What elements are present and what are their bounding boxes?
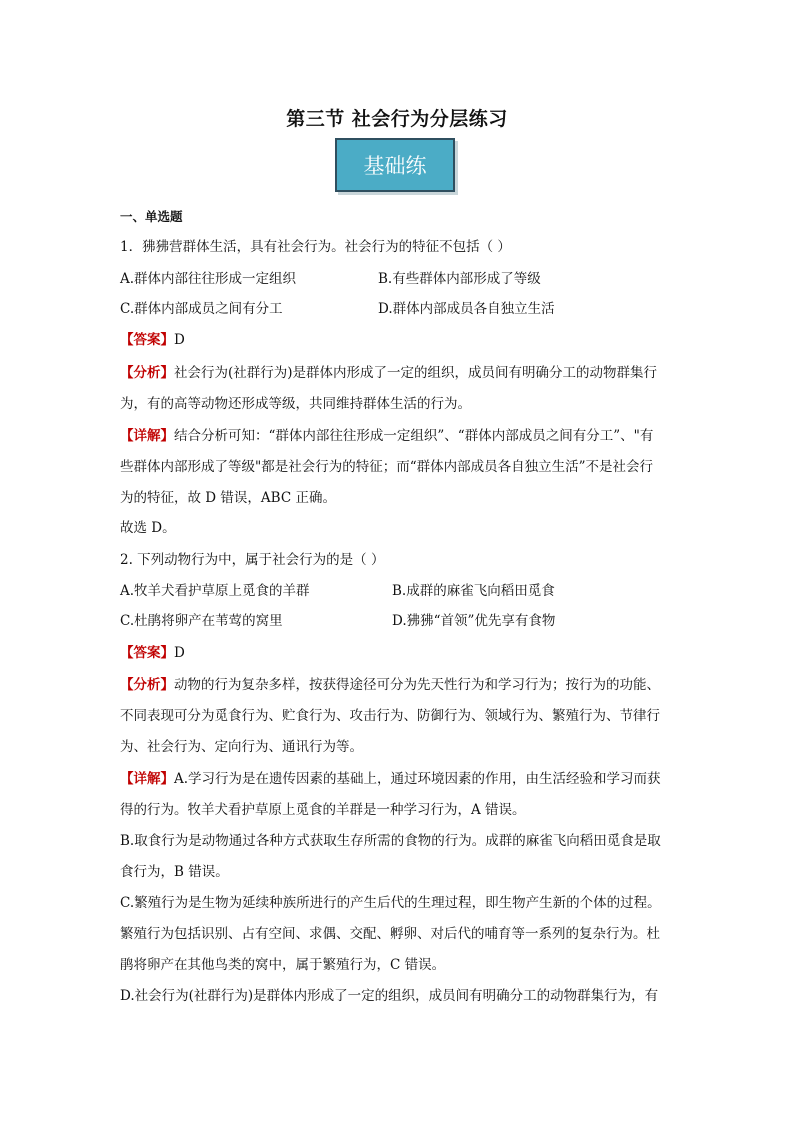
q2-option-c: C.杜鹃将卵产在苇莺的窝里 (120, 613, 283, 629)
q2-analysis-text-1: 动物的行为复杂多样，按获得途径可分为先天性行为和学习行为；按行为的功能、 (174, 677, 660, 693)
q1-option-b: B.有些群体内部形成了等级 (378, 271, 541, 287)
answer-tag: 【答案】 (120, 645, 174, 661)
q1-detail-line-3: 为的特征，故 D 错误，ABC 正确。 (120, 490, 336, 506)
page-title: 第三节 社会行为分层练习 (286, 108, 508, 130)
q1-analysis-text-1: 社会行为(社群行为)是群体内形成了一定的组织，成员间有明确分工的动物群集行 (174, 365, 658, 381)
q1-detail-line-2: 些群体内部形成了等级"都是社会行为的特征；而“群体内部成员各自独立生活”不是社会行 (120, 459, 654, 475)
q2-option-b: B.成群的麻雀飞向稻田觅食 (392, 583, 555, 599)
q1-answer (120, 331, 185, 349)
q2-detail-text-1: A.学习行为是在遗传因素的基础上，通过环境因素的作用，由生活经验和学习而获 (174, 771, 661, 787)
q1-option-a: A.群体内部往往形成一定组织 (120, 271, 297, 287)
answer-tag: 【答案】 (120, 332, 174, 348)
q2-detail-line-5: C.繁殖行为是生物为延续种族所进行的产生后代的生理过程，即生物产生新的个体的过程。 (120, 895, 661, 911)
q2-detail-line-2: 得的行为。牧羊犬看护草原上觅食的羊群是一种学习行为，A 错误。 (120, 802, 526, 818)
q2-detail-line-4: 食行为，B 错误。 (120, 864, 229, 880)
analysis-tag: 【分析】 (120, 677, 174, 693)
q2-option-a: A.牧羊犬看护草原上觅食的羊群 (120, 583, 310, 599)
q1-option-c: C.群体内部成员之间有分工 (120, 301, 283, 317)
q1-answer-value: D (174, 332, 185, 348)
q2-answer-value: D (174, 645, 185, 661)
level-badge: 基础练 (335, 138, 455, 192)
question-1-stem: 1．狒狒营群体生活，具有社会行为。社会行为的特征不包括（ ） (120, 239, 511, 255)
question-2-stem: 2. 下列动物行为中，属于社会行为的是（ ） (120, 552, 385, 568)
analysis-tag: 【分析】 (120, 365, 174, 381)
q1-conclusion: 故选 D。 (120, 520, 176, 536)
detail-tag: 【详解】 (120, 771, 174, 787)
q1-analysis-line-2: 为，有的高等动物还形成等级，共同维持群体生活的行为。 (120, 396, 471, 412)
q2-detail-line-6: 繁殖行为包括识别、占有空间、求偶、交配、孵卵、对后代的哺育等一系列的复杂行为。杜 (120, 926, 660, 942)
q2-detail-line-7: 鹃将卵产在其他鸟类的窝中，属于繁殖行为，C 错误。 (120, 957, 446, 973)
q2-option-d: D.狒狒“首领”优先享有食物 (392, 613, 556, 629)
q2-analysis-line-1 (120, 676, 660, 694)
section-heading: 一、单选题 (120, 209, 183, 224)
q2-detail-line-8: D.社会行为(社群行为)是群体内形成了一定的组织，成员间有明确分工的动物群集行为，有 (120, 988, 659, 1004)
q2-analysis-line-2: 不同表现可分为觅食行为、贮食行为、攻击行为、防御行为、领域行为、繁殖行为、节律行 (120, 708, 660, 724)
q2-answer (120, 644, 185, 662)
detail-tag: 【详解】 (120, 428, 174, 444)
q2-detail-line-1 (120, 770, 661, 788)
q1-analysis-line-1 (120, 364, 657, 382)
q1-option-d: D.群体内部成员各自独立生活 (378, 301, 555, 317)
q2-detail-line-3: B.取食行为是动物通过各种方式获取生存所需的食物的行为。成群的麻雀飞向稻田觅食是取 (120, 833, 661, 849)
q1-detail-text-1: 结合分析可知：“群体内部往往形成一定组织”、“群体内部成员之间有分工”、"有 (174, 428, 654, 444)
q1-detail-line-1 (120, 427, 653, 445)
q2-analysis-line-3: 为、社会行为、定向行为、通讯行为等。 (120, 739, 363, 755)
